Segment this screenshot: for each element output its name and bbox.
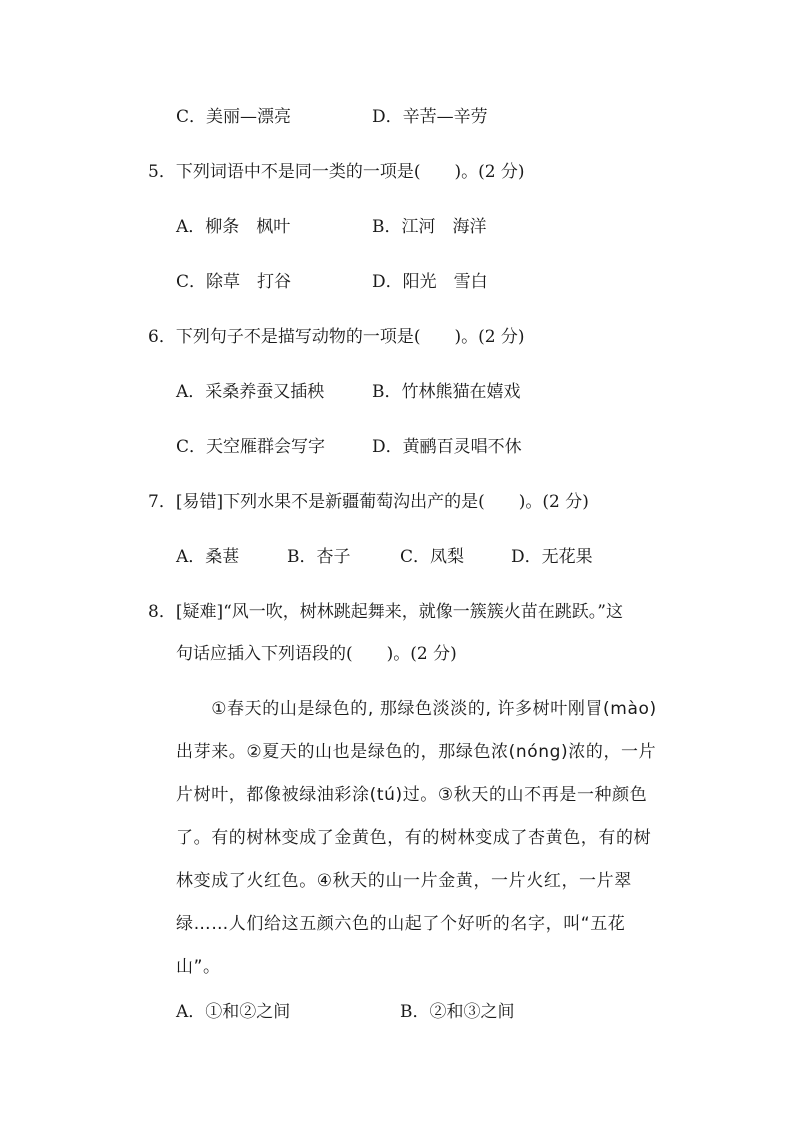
option-6c: C．天空雁群会写字 — [176, 437, 326, 457]
option-4d: D．辛苦—辛劳 — [372, 107, 488, 127]
option-7b: B．杏子 — [287, 547, 351, 567]
option-8b: B．②和③之间 — [400, 1002, 515, 1022]
question-5-stem: 5．下列词语中不是同一类的一项是( )。(2 分) — [148, 162, 525, 182]
passage-line: 山”。 — [176, 957, 221, 977]
option-7a: A．桑葚 — [176, 547, 240, 567]
option-6b: B．竹林熊猫在嬉戏 — [372, 382, 521, 402]
option-4c: C．美丽—漂亮 — [176, 107, 292, 127]
passage-line: ①春天的山是绿色的, 那绿色淡淡的, 许多树叶刚冒(mào) — [176, 699, 657, 719]
question-8-stem-line2: 句话应插入下列语段的( )。(2 分) — [176, 644, 457, 664]
passage-line: 了。有的树林变成了金黄色，有的树林变成了杏黄色，有的树 — [176, 828, 652, 848]
option-5b: B．江河 海洋 — [372, 217, 487, 237]
option-7d: D．无花果 — [511, 547, 593, 567]
option-5d: D．阳光 雪白 — [372, 272, 488, 292]
passage-line: 出芽来。②夏天的山也是绿色的，那绿色浓(nóng)浓的，一片 — [176, 742, 657, 762]
passage-line: 绿……人们给这五颜六色的山起了个好听的名字，叫“五花 — [176, 914, 626, 934]
option-5c: C．除草 打谷 — [176, 272, 292, 292]
option-6d: D．黄鹂百灵唱不休 — [372, 437, 522, 457]
option-7c: C．凤梨 — [400, 547, 465, 567]
option-6a: A．采桑养蚕又插秧 — [176, 382, 325, 402]
question-8-stem-line1: 8．[疑难]“风一吹，树林跳起舞来，就像一簇簇火苗在跳跃。”这 — [148, 602, 623, 622]
passage-line: 片树叶，都像被绿油彩涂(tú)过。③秋天的山不再是一种颜色 — [176, 785, 648, 805]
option-5a: A．柳条 枫叶 — [176, 217, 291, 237]
question-6-stem: 6．下列句子不是描写动物的一项是( )。(2 分) — [148, 327, 525, 347]
passage-line: 林变成了火红色。④秋天的山一片金黄，一片火红，一片翠 — [176, 871, 632, 891]
option-8a: A．①和②之间 — [176, 1002, 291, 1022]
question-7-stem: 7．[易错]下列水果不是新疆葡萄沟出产的是( )。(2 分) — [148, 492, 589, 512]
